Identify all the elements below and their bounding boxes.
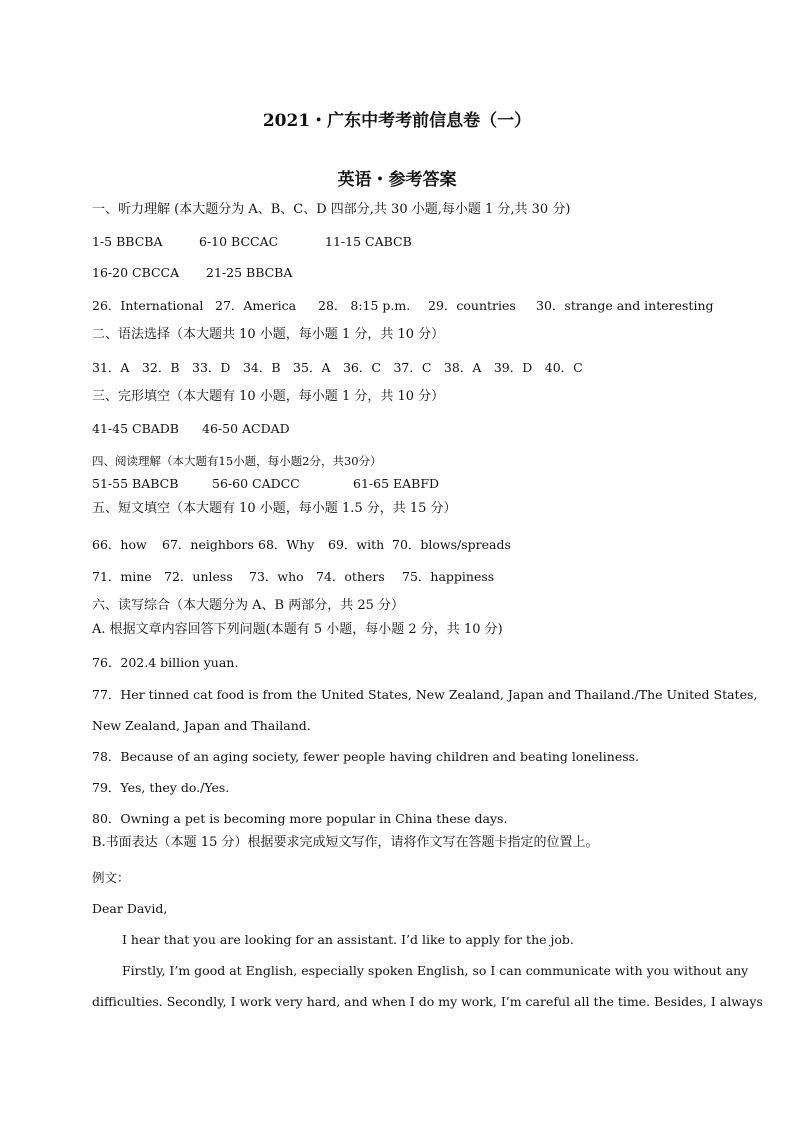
answer-line: 31．A 32．B 33．D 34．B 35．A 36．C 37．C 38．A 39．D 40．C: [92, 360, 583, 375]
answer-item: 27．America: [215, 298, 297, 313]
letter-paragraph-2-continued: difficulties. Secondly, I work very hard, and when I do my work, I’m careful all the time. Besides, I always: [92, 994, 763, 1009]
answer-group: 51-55 BABCB: [92, 476, 179, 491]
answer-item: 75．happiness: [402, 569, 495, 584]
answer-77-continued: New Zealand, Japan and Thailand.: [92, 718, 311, 733]
answer-group: 11-15 CABCB: [325, 234, 412, 249]
answer-item: 30．strange and interesting: [536, 298, 714, 313]
answer-79: 79．Yes, they do./Yes.: [92, 780, 230, 795]
section-6-heading: 六、读写综合（本大题分为 A、B 两部分，共 25 分）: [92, 598, 405, 613]
answer-item: 71．mine: [92, 569, 152, 584]
example-label: 例文：: [92, 870, 130, 885]
answer-item: 74．others: [316, 569, 385, 584]
answer-item: 29．countries: [428, 298, 516, 313]
page-subtitle: 英语・参考答案: [337, 170, 457, 190]
section-2-heading: 二、语法选择（本大题共 10 小题，每小题 1 分，共 10 分）: [92, 327, 445, 342]
answer-group: 6-10 BCCAC: [199, 234, 279, 249]
answer-80: 80．Owning a pet is becoming more popular in China these days.: [92, 811, 508, 826]
page-title: 2021・广东中考考前信息卷（一）: [262, 111, 532, 131]
answer-group: 46-50 ACDAD: [202, 421, 290, 436]
letter-paragraph-2: Firstly, I’m good at English, especially spoken English, so I can communicate with you without any: [122, 963, 749, 978]
answer-item: 70．blows/spreads: [392, 537, 511, 552]
section-3-heading: 三、完形填空（本大题有 10 小题，每小题 1 分，共 10 分）: [92, 389, 445, 404]
answer-item: 68．Why: [258, 537, 315, 552]
answer-group: 21-25 BBCBA: [206, 265, 293, 280]
answer-group: 61-65 EABFD: [353, 476, 440, 491]
answer-group: 16-20 CBCCA: [92, 265, 180, 280]
answer-item: 26．International: [92, 298, 204, 313]
answer-77: 77．Her tinned cat food is from the United States, New Zealand, Japan and Thailand./The United States,: [92, 687, 758, 702]
answer-group: 41-45 CBADB: [92, 421, 179, 436]
answer-item: 69．with: [328, 537, 385, 552]
answer-item: 73．who: [249, 569, 304, 584]
answer-group: 56-60 CADCC: [212, 476, 300, 491]
letter-greeting: Dear David,: [92, 901, 168, 916]
section-6-part-b-heading: B.书面表达（本题 15 分）根据要求完成短文写作，请将作文写在答题卡指定的位置上。: [92, 835, 599, 850]
section-4-heading: 四、阅读理解（本大题有15小题，每小题2分，共30分）: [92, 454, 382, 468]
section-5-heading: 五、短文填空（本大题有 10 小题，每小题 1.5 分，共 15 分）: [92, 501, 457, 516]
answer-item: 28． 8:15 p.m.: [318, 298, 411, 313]
answer-item: 72．unless: [164, 569, 233, 584]
answer-item: 67．neighbors: [162, 537, 254, 552]
section-6-part-a-heading: A. 根据文章内容回答下列问题(本题有 5 小题，每小题 2 分，共 10 分): [92, 622, 503, 637]
letter-paragraph-1: I hear that you are looking for an assistant. I’d like to apply for the job.: [122, 932, 574, 947]
answer-group: 1-5 BBCBA: [92, 234, 163, 249]
answer-78: 78．Because of an aging society, fewer people having children and beating loneliness.: [92, 749, 640, 764]
section-1-heading: 一、听力理解 (本大题分为 A、B、C、D 四部分,共 30 小题,每小题 1 分,共 30 分): [92, 202, 571, 217]
answer-76: 76．202.4 billion yuan.: [92, 655, 239, 670]
answer-item: 66．how: [92, 537, 147, 552]
